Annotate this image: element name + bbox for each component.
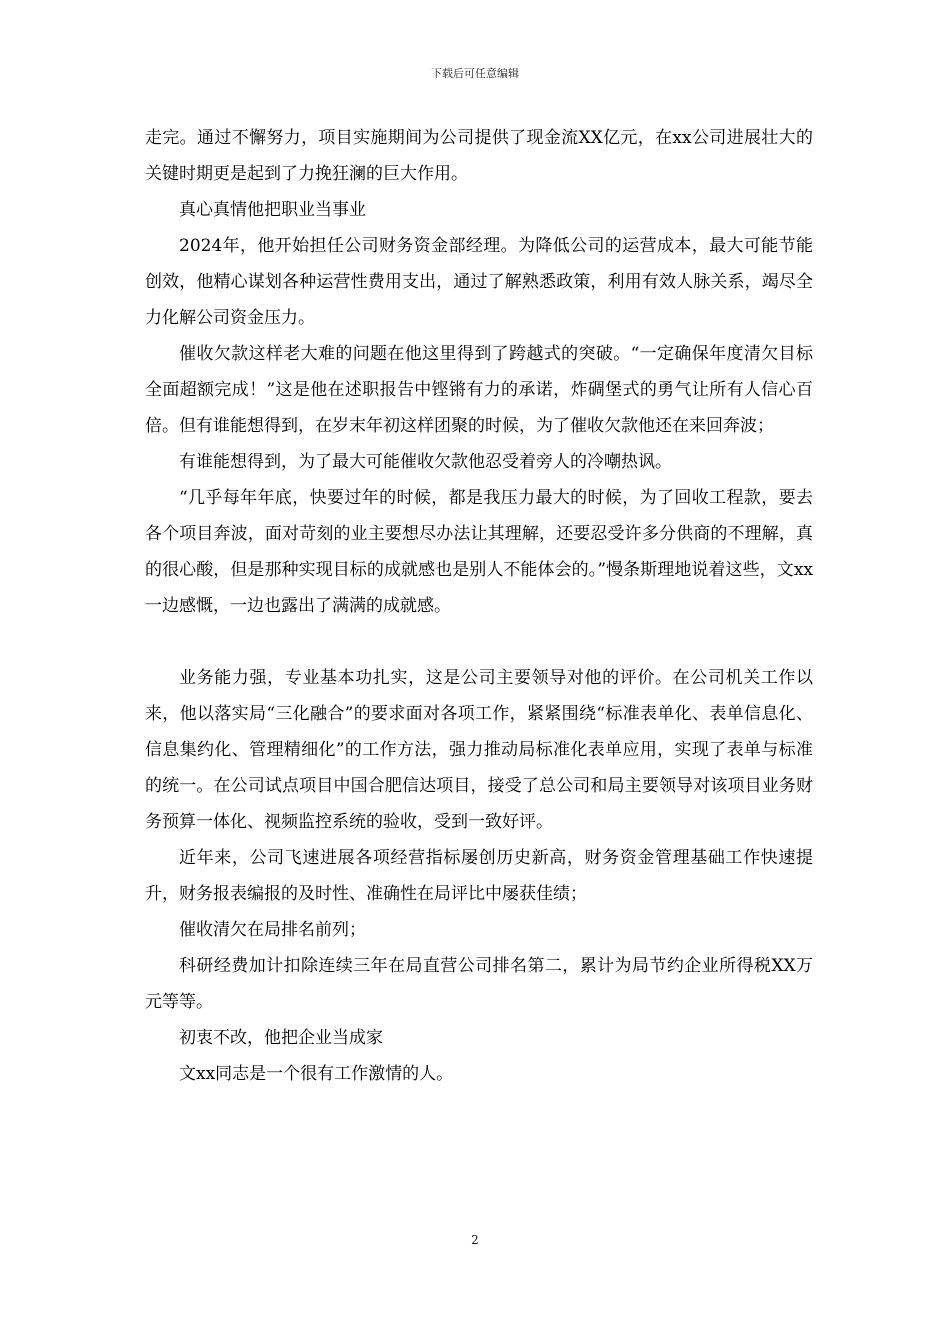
section-heading: 初衷不改，他把企业当成家 [179,1028,383,1048]
paragraph: 2024年，他开始担任公司财务资金部经理。为降低公司的运营成本，最大可能节能创效，他精心谋划各种运营性费用支出，通过了解熟悉政策，利用有效人脉关系，竭尽全力化解公司资金压力。 [145,236,813,328]
paragraph: 催收欠款这样老大难的问题在他这里得到了跨越式的突破。“一定确保年度清欠目标全面超额完成！”这是他在述职报告中铿锵有力的承诺，炸碉堡式的勇气让所有人信心百倍。但有谁能想得到，在岁末年初这样团聚的时候，为了催收欠款他还在来回奔波； [145,344,813,436]
page-number: 2 [471,1233,479,1247]
paragraph: 有谁能想得到，为了最大可能催收欠款他忍受着旁人的冷嘲热讽。 [179,452,672,472]
paragraph: 文xx同志是一个很有工作激情的人。 [179,1064,454,1084]
document-body [145,120,813,1092]
paragraph: 科研经费加计扣除连续三年在局直营公司排名第二，累计为局节约企业所得税XX万元等等。 [145,956,813,1012]
page-header: 下载后可任意编辑 [431,67,519,80]
paragraph: 近年来，公司飞速进展各项经营指标屡创历史新高，财务资金管理基础工作快速提升，财务报表编报的及时性、准确性在局评比中屡获佳绩； [145,848,813,904]
paragraph: 业务能力强，专业基本功扎实，这是公司主要领导对他的评价。在公司机关工作以来，他以落实局“三化融合”的要求面对各项工作，紧紧围绕“标准表单化、表单信息化、信息集约化、管理精细化”的工作方法，强力推动局标准化表单应用，实现了表单与标准的统一。在公司试点项目中国合肥信达项目，接受了总公司和局主要领导对该项目业务财务预算一体化、视频监控系统的验收，受到一致好评。 [145,668,813,832]
paragraph: “几乎每年年底，快要过年的时候，都是我压力最大的时候，为了回收工程款，要去各个项目奔波，面对苛刻的业主要想尽办法让其理解，还要忍受许多分供商的不理解，真的很心酸，但是那种实现目标的成就感也是别人不能体会的。”慢条斯理地说着这些，文xx一边感慨，一边也露出了满满的成就感。 [145,488,813,616]
section-heading: 真心真情他把职业当事业 [179,200,366,220]
paragraph: 催收清欠在局排名前列； [179,920,366,940]
paragraph: 走完。通过不懈努力，项目实施期间为公司提供了现金流XX亿元，在xx公司进展壮大的关键时期更是起到了力挽狂澜的巨大作用。 [145,128,813,184]
